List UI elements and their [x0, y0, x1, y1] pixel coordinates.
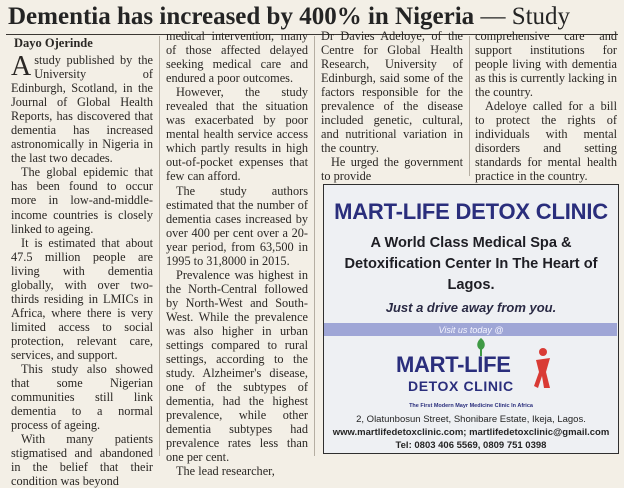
ad-address: 2, Olatunbosun Street, Shonibare Estate, Ikeja, Lagos. [356, 414, 586, 425]
article-paragraph: Adeloye called for a bill to protect the rights of individuals with mental disorders and setting standards for mental health practice in the country. [475, 99, 617, 184]
clinic-logo [384, 340, 554, 400]
article-column-1 [11, 51, 153, 488]
article-paragraph: The global epidemic that has been found to occur more in low-and-middle-income countries is closely linked to ageing. [11, 165, 153, 236]
column-divider [159, 36, 160, 456]
article-paragraph: Prevalence was highest in the North-Central followed by North-West and South-West. While the prevalence was also higher in urban settings compared to rural settings, according to the study. Alzheimer's disease, one of the subtypes of dementia, had the highest prevalence, while other dementia subtypes had prevalence rates less than one per cent. [166, 267, 308, 465]
human-figure-icon [532, 346, 554, 390]
ad-drive-text: Just a drive away from you. [385, 300, 557, 315]
article-paragraph: However, the study revealed that the situation was exacerbated by poor mental health service access which partly results in high out-of-pocket expenses that few can afford. [166, 85, 308, 184]
ad-tagline: A World Class Medical Spa & Detoxification Center In The Heart of Lagos. [344, 235, 598, 293]
article-paragraph: A study published by the University of Edinburgh, Scotland, in the Journal of Global Health Reports, has discovered that dementia has increased astronomically in Nigeria in the last two decades. [11, 51, 153, 166]
article-paragraph: With many patients stigmatised and abandoned in the belief that their condition was beyond [11, 432, 153, 488]
article-paragraph: He urged the government to provide [321, 155, 463, 184]
article-paragraph: Dr Davies Adeloye, of the Centre for Global Health Research, University of Edinburgh, said some of the factors responsible for the prevalence of the disease included genetic, cultural, and nutritional variation in the country. [321, 29, 463, 156]
article-paragraph: It is estimated that about 47.5 million people are living with dementia globally, with over two-thirds residing in LMICs in Africa, where there is very limited access to social protection, relevant care, services, and support. [11, 235, 153, 362]
article-paragraph: medical intervention, many of those affected delayed seeking medical care and endured a poor outcomes. [166, 29, 308, 86]
logo-subtitle: The First Modern Mayr Medicine Clinic In Africa [409, 403, 533, 409]
article-column-4 [475, 29, 617, 184]
article-paragraph: The lead researcher, [176, 464, 275, 479]
column-divider [469, 36, 470, 176]
logo-line-2: DETOX CLINIC [408, 378, 514, 394]
ad-title: MART-LIFE DETOX CLINIC [334, 199, 608, 224]
ad-web: www.martlifedetoxclinic.com; martlifedetoxclinic@gmail.com [332, 427, 610, 438]
drop-cap: A [11, 51, 32, 82]
article-paragraph: This study also showed that some Nigerian communities still link dementia to a normal process of ageing. [11, 362, 153, 433]
ad-visit-text: Visit us today @ [438, 325, 504, 335]
advertisement [323, 184, 619, 454]
byline: Dayo Ojerinde [14, 36, 93, 50]
ad-contact [328, 413, 614, 452]
article-column-3 [321, 29, 463, 184]
headline-kicker: — Study [480, 3, 571, 30]
article-column-2 [166, 29, 308, 479]
headline-main: Dementia has increased by 400% in Nigeria [8, 3, 475, 30]
article-headline [8, 2, 618, 32]
logo-line-1: MART-LIFE [396, 352, 511, 377]
column-divider [314, 36, 315, 456]
article-paragraph: The study authors estimated that the number of dementia cases increased by over 400 per cent over a 20-year period, from 63,500 in 1995 to 31,8000 in 2015. [166, 183, 308, 268]
ad-tel: Tel: 0803 406 5569, 0809 751 0398 [395, 440, 547, 451]
article-paragraph: comprehensive care and support institutions for people living with dementia as this is currently lacking in the country. [475, 29, 617, 100]
